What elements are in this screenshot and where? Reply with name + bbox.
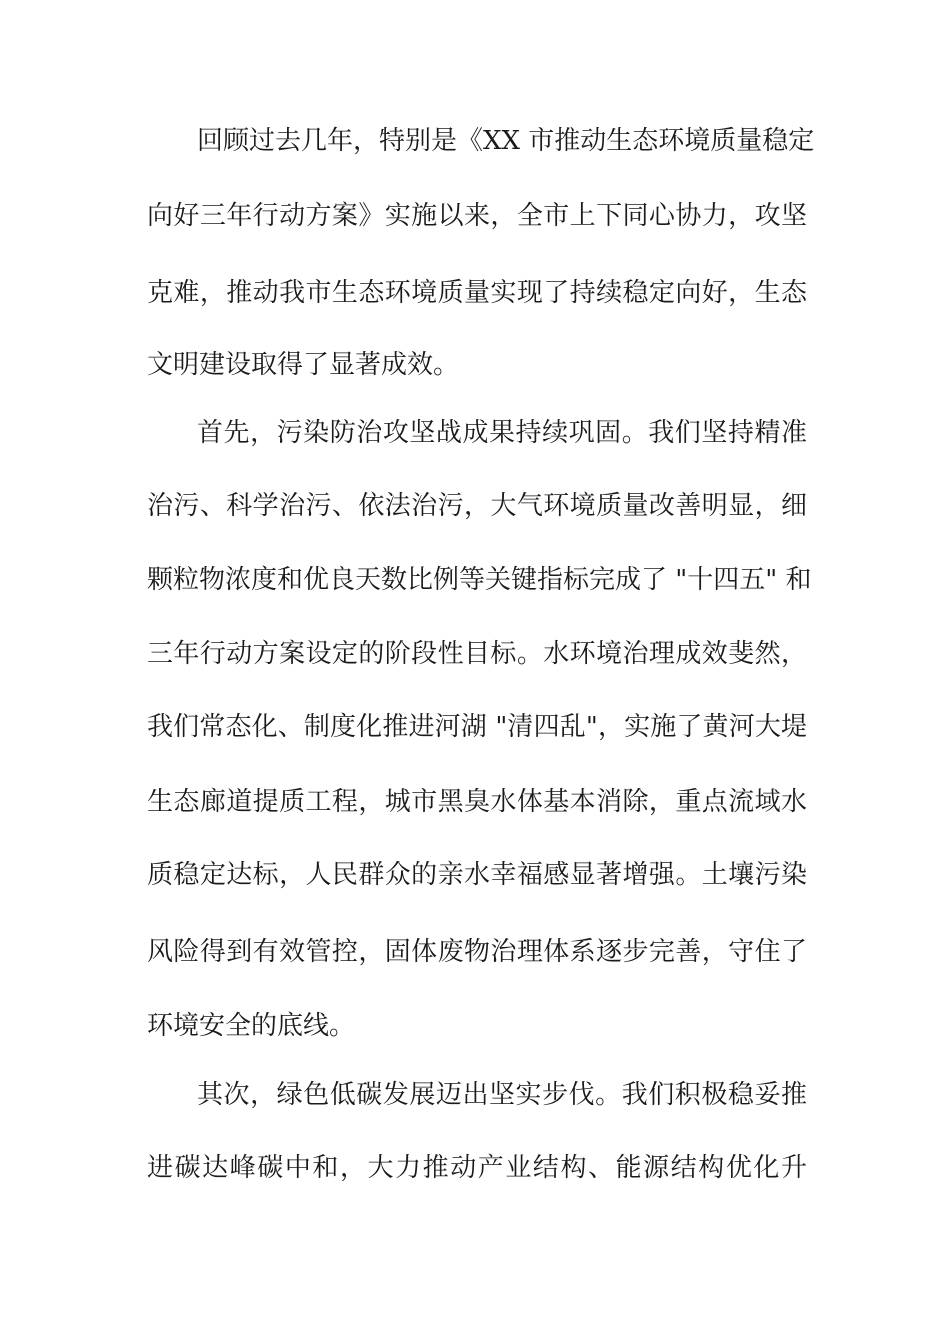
- paragraph-2-line-7: 质稳定达标，人民群众的亲水幸福感显著增强。土壤污染: [147, 860, 807, 890]
- paragraph-2-line-1: 首先，污染防治攻坚战成果持续巩固。我们坚持精准: [197, 418, 807, 448]
- paragraph-2-line-4: 三年行动方案设定的阶段性目标。水环境治理成效斐然，: [147, 639, 807, 669]
- paragraph-1-line-2: 向好三年行动方案》实施以来，全市上下同心协力，攻坚: [147, 201, 807, 231]
- paragraph-2-line-2: 治污、科学治污、依法治污，大气环境质量改善明显，细: [147, 491, 807, 521]
- paragraph-1-line-1: 回顾过去几年，特别是《XX 市推动生态环境质量稳定: [197, 126, 815, 156]
- paragraph-1-line-3: 克难，推动我市生态环境质量实现了持续稳定向好，生态: [147, 278, 807, 308]
- paragraph-2-line-5: 我们常态化、制度化推进河湖 "清四乱"，实施了黄河大堤: [147, 712, 807, 742]
- paragraph-3-line-2: 进碳达峰碳中和，大力推动产业结构、能源结构优化升: [147, 1153, 807, 1183]
- paragraph-2-line-3: 颗粒物浓度和优良天数比例等关键指标完成了 "十四五" 和: [147, 565, 812, 595]
- paragraph-2-line-8: 风险得到有效管控，固体废物治理体系逐步完善，守住了: [147, 937, 807, 967]
- paragraph-2-line-6: 生态廊道提质工程，城市黑臭水体基本消除，重点流域水: [147, 787, 807, 817]
- paragraph-3-line-1: 其次，绿色低碳发展迈出坚实步伐。我们积极稳妥推: [197, 1080, 807, 1110]
- paragraph-2-line-9: 环境安全的底线。: [147, 1011, 356, 1041]
- paragraph-1-line-4: 文明建设取得了显著成效。: [147, 350, 460, 380]
